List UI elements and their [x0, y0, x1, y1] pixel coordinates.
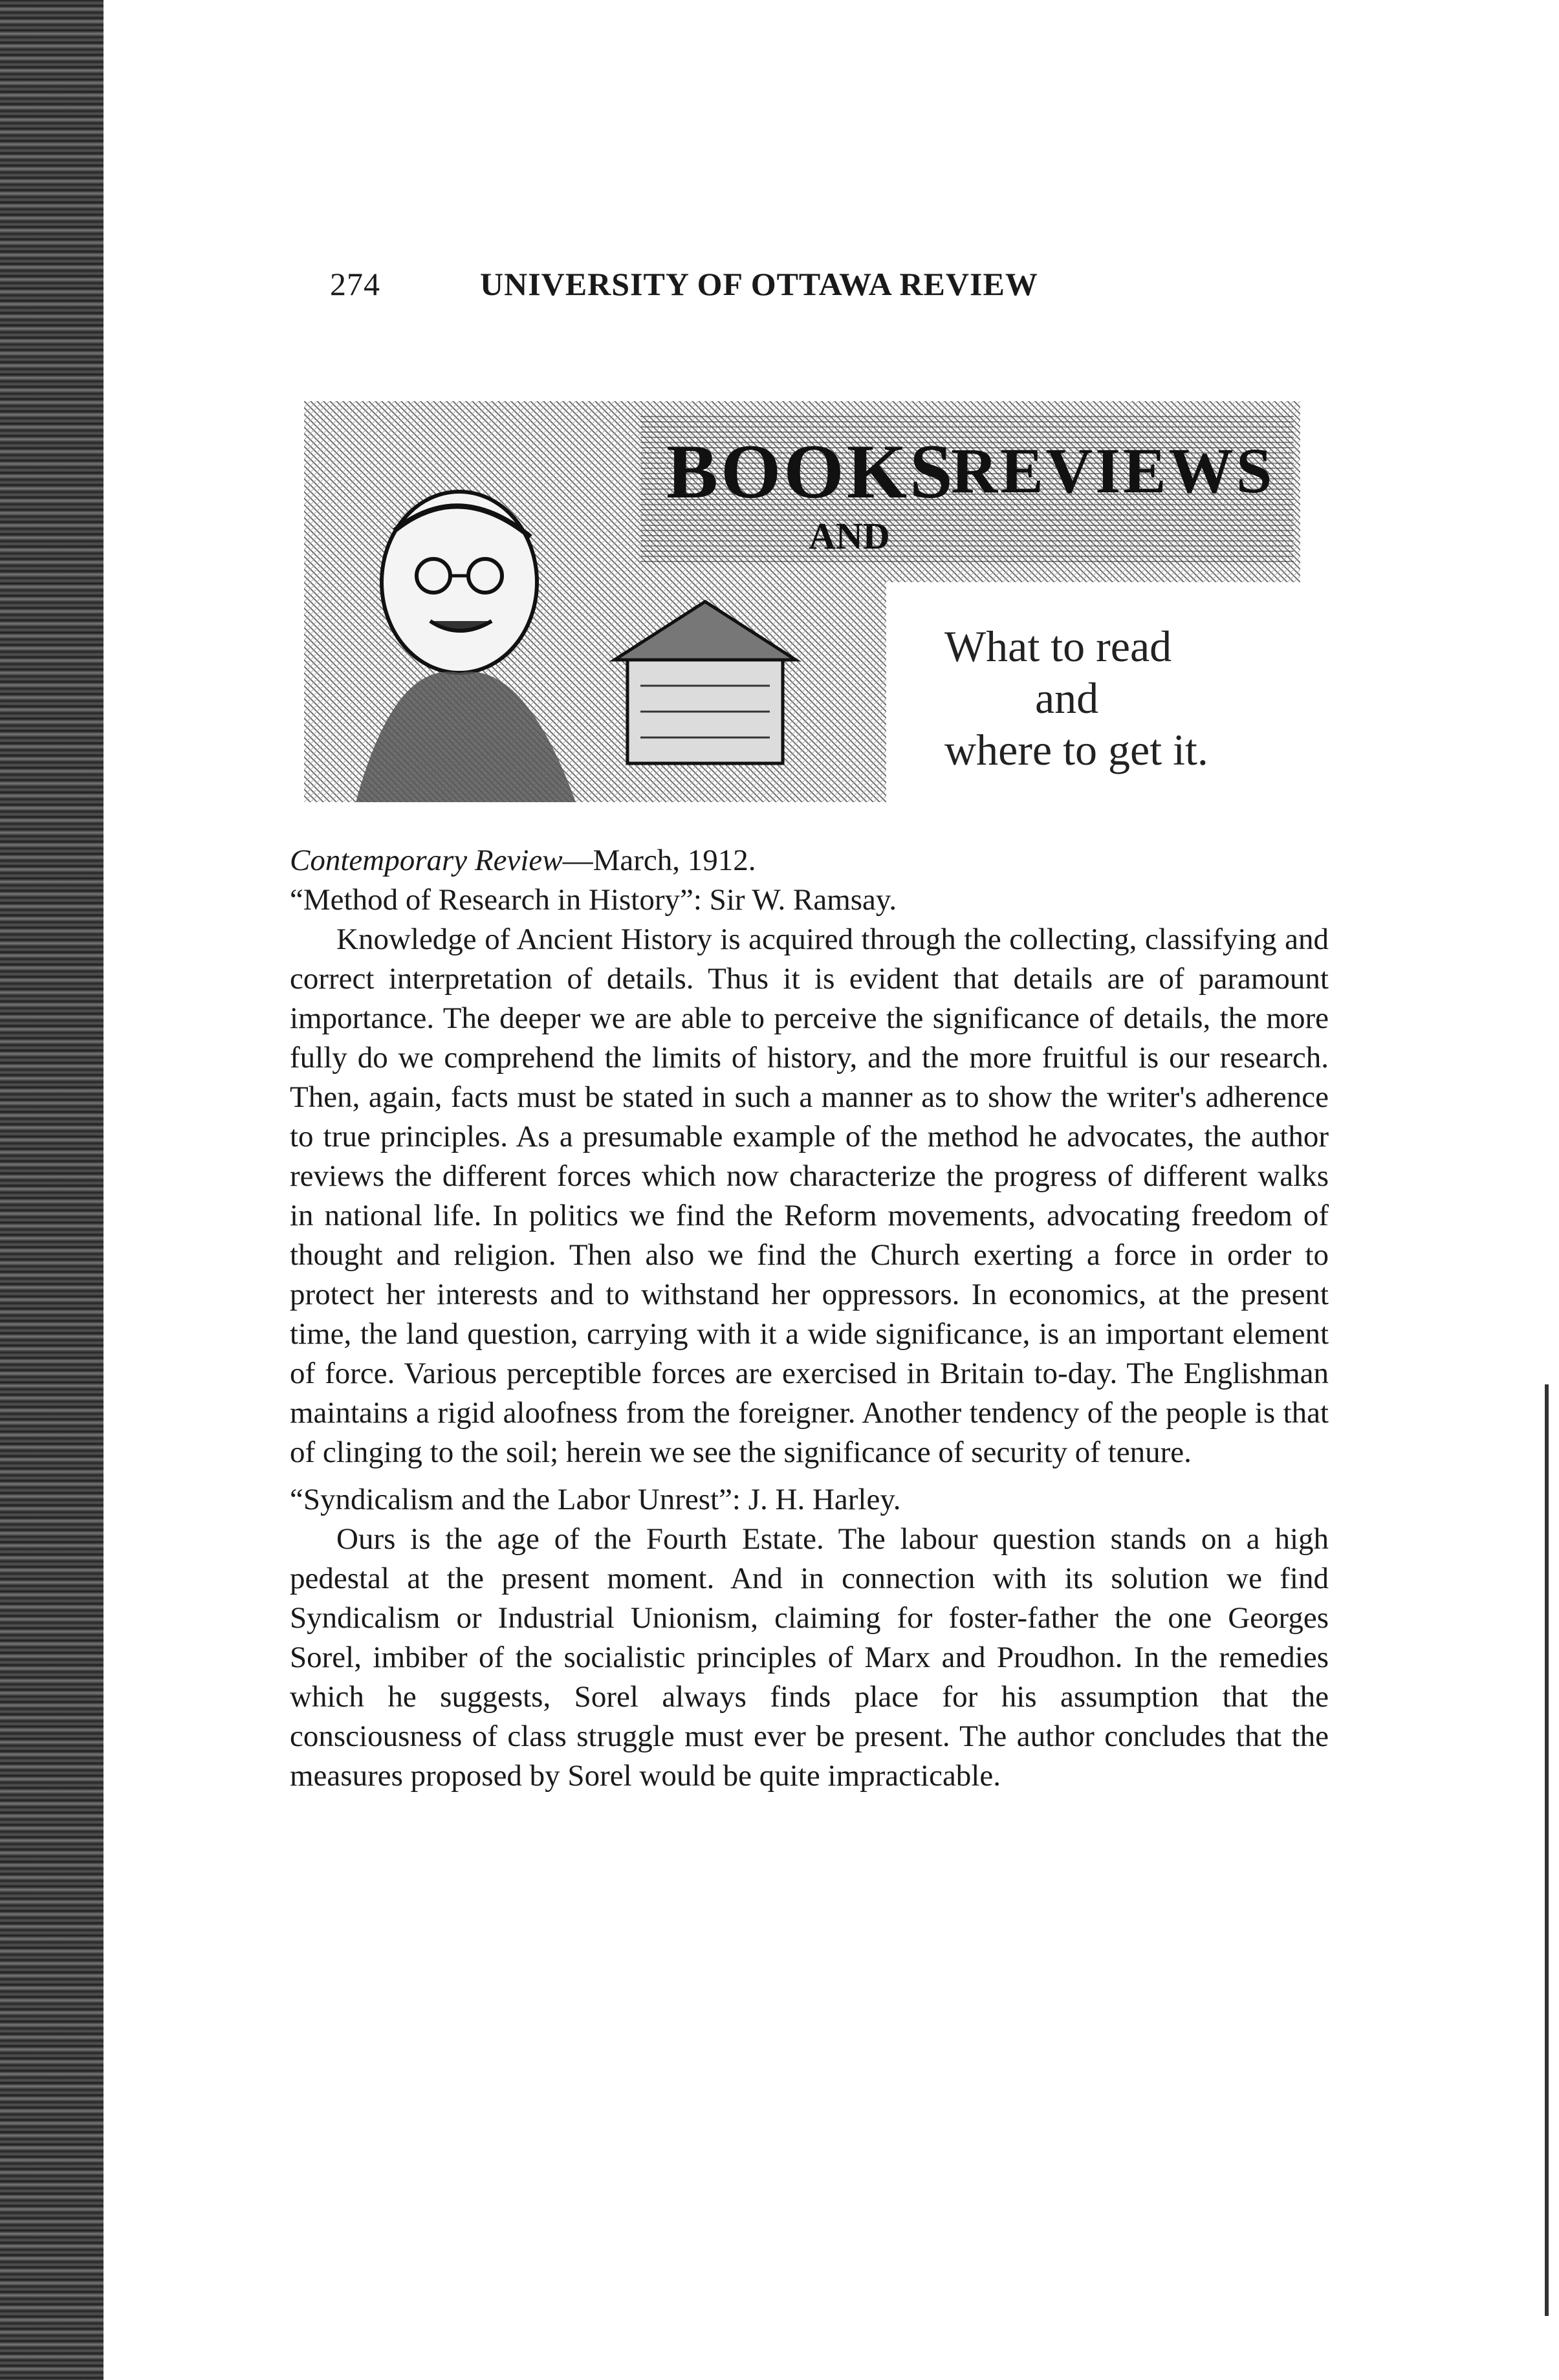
scan-binding-edge [0, 0, 104, 2380]
article-body [290, 841, 1329, 1796]
banner-tagline-line2: and [1035, 673, 1099, 723]
banner-tagline-line3: where to get it. [944, 725, 1208, 774]
source-citation [290, 841, 1329, 880]
journal-name: Contemporary Review [290, 844, 563, 877]
books-reviews-banner [304, 388, 1300, 802]
review-title-method-of-research: “Method of Research in History”: Sir W. Ramsay. [290, 883, 897, 917]
page-number: 274 [330, 266, 380, 302]
journal-date: —March, 1912. [562, 844, 756, 877]
review-body-method-of-research: Knowledge of Ancient History is acquired through the collecting, classifying and correct interpretation of details. Thus it is evident that details are of paramount importance. The deeper we are able to perceive the significance of details, the more fully do we comprehend the limits of history, and the more fruitful is our research. Then, again, facts must be stated in such a manner as to show the writer's adherence to true principles. As a presumable example of the method he advocates, the author reviews the different forces which now characterize the progress of different walks in national life. In politics we find the Reform movements, advocating freedom of thought and religion. Then also we find the Church exerting a force in order to protect her interests and to withstand her oppressors. In economics, at the present time, the land question, carrying with it a wide significance, is an important element of force. Various perceptible forces are exercised in Britain to-day. The Englishman maintains a rigid aloofness from the foreigner. Another tendency of the people is that of clinging to the soil; herein we see the significance of security of tenure. [290, 923, 1329, 1469]
running-title: UNIVERSITY OF OTTAWA REVIEW [480, 266, 1038, 302]
paragraph-gap [290, 1472, 1329, 1480]
banner-tagline-line1: What to read [944, 622, 1172, 671]
banner-heading-reviews: REVIEWS [951, 435, 1275, 507]
banner-heading-books: BOOKS [666, 428, 955, 514]
page-header [330, 265, 1365, 311]
review-body-syndicalism: Ours is the age of the Fourth Estate. The labour question stands on a high pedestal at the present moment. And in connection with its solution we find Syndicalism or Industrial Unionism, claiming for foster-father the one Georges Sorel, imbiber of the socialistic principles of Marx and Proudhon. In the remedies which he suggests, Sorel always finds place for his assumption that the consciousness of class struggle must ever be present. The author concludes that the measures proposed by Sorel would be quite impracticable. [290, 1522, 1329, 1793]
review-title-syndicalism: “Syndicalism and the Labor Unrest”: J. H. Harley. [290, 1483, 901, 1516]
scan-right-edge-mark [1545, 1384, 1549, 2316]
banner-heading-and: AND [809, 515, 890, 557]
